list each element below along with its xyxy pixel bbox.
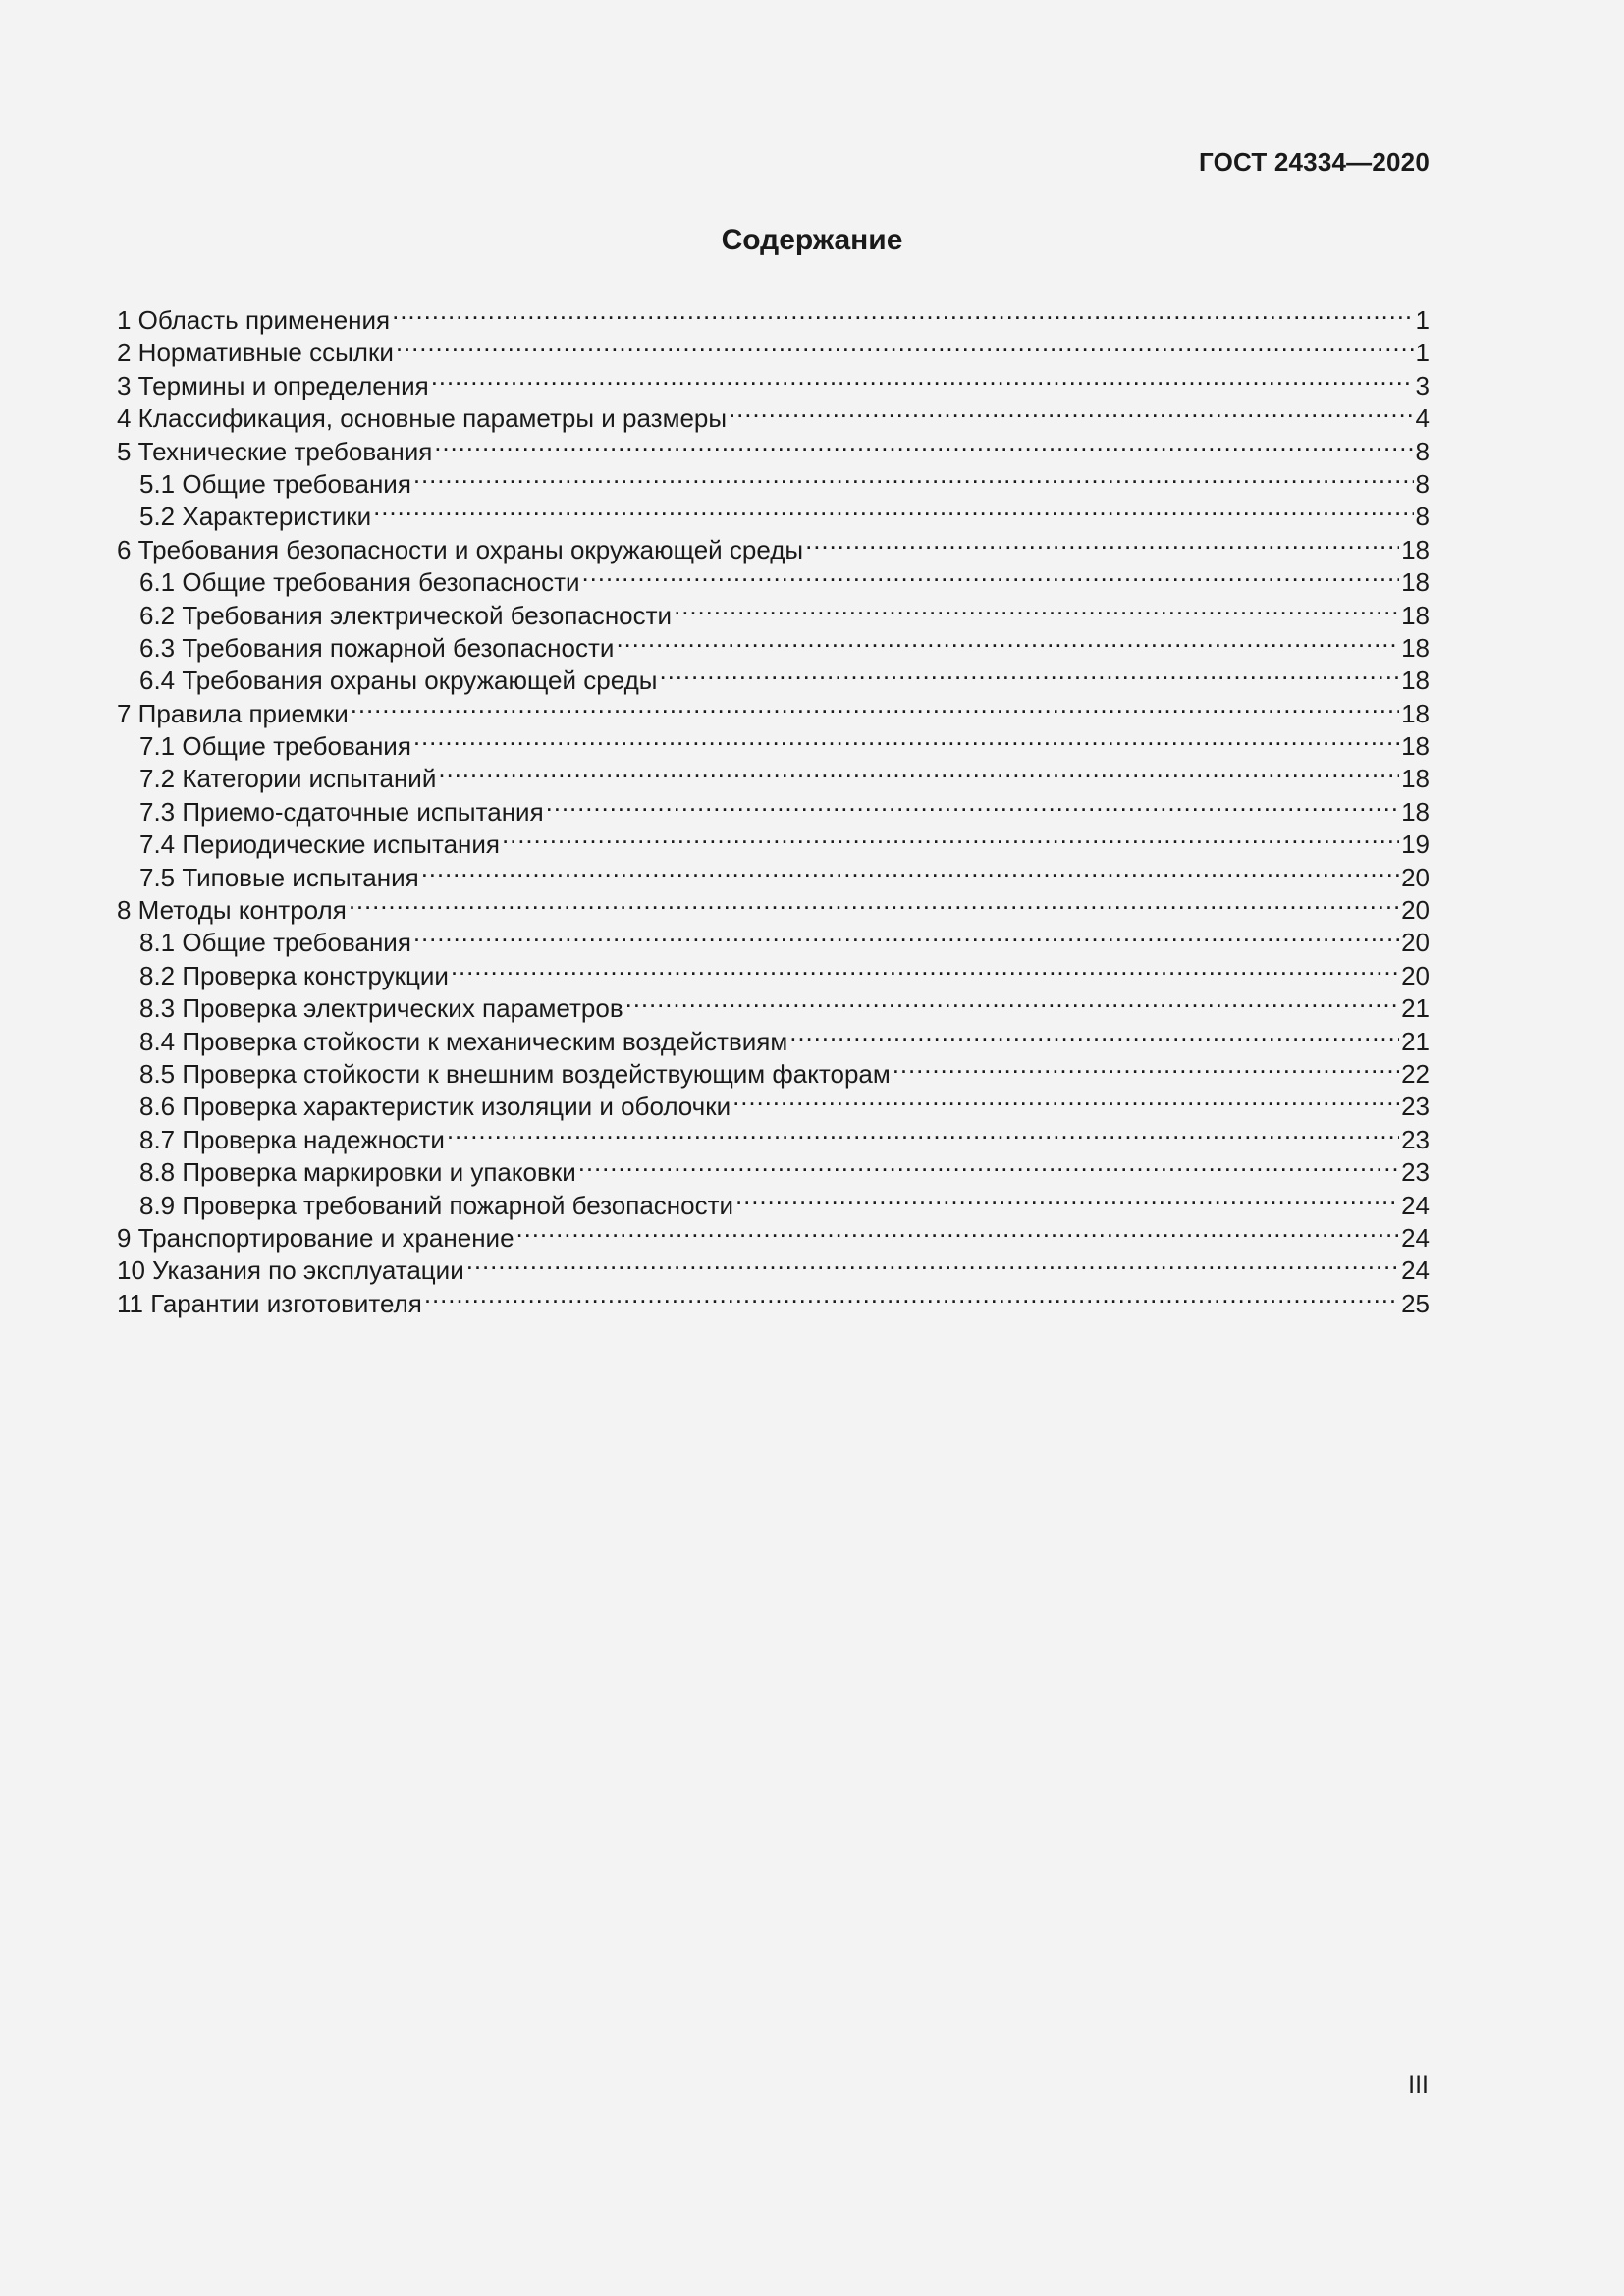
toc-entry-page: 20 xyxy=(1401,928,1430,958)
toc-entry-page: 8 xyxy=(1415,468,1430,499)
toc-entry-page: 1 xyxy=(1415,305,1430,335)
toc-dot-leader xyxy=(392,296,1413,329)
toc-dot-leader xyxy=(516,1214,1400,1247)
toc-dot-leader xyxy=(349,886,1399,919)
toc-entry-page: 21 xyxy=(1401,993,1430,1024)
toc-entry-label: 7.5 Типовые испытания xyxy=(139,862,419,892)
toc-entry-label: 8.4 Проверка стойкости к механическим воздействиям xyxy=(139,1026,788,1056)
toc-entry-label: 1 Область применения xyxy=(117,305,391,335)
toc-entry-label: 8 Методы контроля xyxy=(117,895,347,926)
toc-dot-leader xyxy=(578,1148,1399,1181)
toc-dot-leader xyxy=(805,526,1399,559)
toc-entry-page: 18 xyxy=(1401,600,1430,630)
toc-entry-page: 18 xyxy=(1401,764,1430,794)
toc-entry-page: 23 xyxy=(1401,1157,1430,1188)
toc-dot-leader xyxy=(396,329,1414,361)
toc-dot-leader xyxy=(789,1018,1399,1050)
toc-entry-page: 20 xyxy=(1401,895,1430,926)
document-code: ГОСТ 24334—2020 xyxy=(1199,147,1430,177)
toc-entry-page: 18 xyxy=(1401,534,1430,564)
toc-entry-page: 3 xyxy=(1415,370,1430,400)
toc-dot-leader xyxy=(502,821,1399,853)
toc-entry-label: 7 Правила приемки xyxy=(117,698,349,728)
toc-dot-leader xyxy=(732,1083,1399,1115)
toc-entry-page: 18 xyxy=(1401,796,1430,827)
toc-entry-label: 8.1 Общие требования xyxy=(139,928,411,958)
toc-dot-leader xyxy=(438,755,1399,787)
toc-entry-label: 8.9 Проверка требований пожарной безопасности xyxy=(139,1190,734,1220)
toc-entry-page: 19 xyxy=(1401,829,1430,860)
toc-entry-label: 2 Нормативные ссылки xyxy=(117,338,394,368)
toc-entry-label: 8.5 Проверка стойкости к внешним воздействующим факторам xyxy=(139,1058,891,1089)
toc-dot-leader xyxy=(413,460,1414,493)
toc-dot-leader xyxy=(424,1280,1399,1312)
toc-dot-leader xyxy=(582,559,1400,591)
toc-entry-page: 8 xyxy=(1415,436,1430,466)
toc-entry-label: 7.2 Категории испытаний xyxy=(139,764,437,794)
toc-dot-leader xyxy=(659,657,1399,689)
toc-entry-page: 24 xyxy=(1401,1255,1430,1286)
table-of-contents xyxy=(117,296,1430,1318)
toc-dot-leader xyxy=(735,1182,1399,1214)
toc-entry-page: 24 xyxy=(1401,1222,1430,1253)
toc-entry-label: 3 Термины и определения xyxy=(117,370,429,400)
toc-entry-page: 18 xyxy=(1401,632,1430,663)
toc-entry-label: 6.3 Требования пожарной безопасности xyxy=(139,632,615,663)
toc-entry-label: 5 Технические требования xyxy=(117,436,433,466)
toc-entry-page: 18 xyxy=(1401,698,1430,728)
toc-entry-page: 18 xyxy=(1401,567,1430,598)
toc-dot-leader xyxy=(434,428,1413,460)
toc-dot-leader xyxy=(625,985,1399,1017)
toc-entry-label: 5.1 Общие требования xyxy=(139,468,411,499)
toc-entry-label: 8.7 Проверка надежности xyxy=(139,1124,445,1154)
toc-dot-leader xyxy=(351,690,1399,722)
toc-title: Содержание xyxy=(721,224,903,256)
toc-entry-label: 6.2 Требования электрической безопасности xyxy=(139,600,673,630)
toc-dot-leader xyxy=(413,919,1399,951)
toc-entry-label: 5.2 Характеристики xyxy=(139,502,372,532)
toc-dot-leader xyxy=(466,1247,1399,1279)
toc-entry-page: 21 xyxy=(1401,1026,1430,1056)
toc-dot-leader xyxy=(546,788,1399,821)
toc-entry-page: 22 xyxy=(1401,1058,1430,1089)
toc-entry-label: 10 Указания по эксплуатации xyxy=(117,1255,464,1286)
toc-dot-leader xyxy=(421,854,1399,886)
toc-dot-leader xyxy=(616,624,1399,657)
toc-entry-label: 8.3 Проверка электрических параметров xyxy=(139,993,623,1024)
toc-dot-leader xyxy=(729,395,1413,427)
toc-entry-page: 24 xyxy=(1401,1190,1430,1220)
toc-entry-label: 7.4 Периодические испытания xyxy=(139,829,500,860)
toc-entry-label: 6.1 Общие требования безопасности xyxy=(139,567,580,598)
toc-entry-label: 11 Гарантии изготовителя xyxy=(117,1288,422,1318)
toc-entry-label: 6.4 Требования охраны окружающей среды xyxy=(139,666,658,696)
toc-entry-page: 20 xyxy=(1401,862,1430,892)
toc-entry-page: 23 xyxy=(1401,1124,1430,1154)
toc-entry[interactable] xyxy=(117,296,1430,335)
toc-dot-leader xyxy=(373,493,1413,525)
toc-entry-label: 8.6 Проверка характеристик изоляции и оболочки xyxy=(139,1092,731,1122)
toc-entry-label: 8.8 Проверка маркировки и упаковки xyxy=(139,1157,576,1188)
toc-entry-label: 4 Классификация, основные параметры и размеры xyxy=(117,403,728,434)
toc-entry-page: 1 xyxy=(1415,338,1430,368)
page-number: III xyxy=(1408,2071,1429,2099)
toc-dot-leader xyxy=(674,592,1399,624)
toc-entry-page: 8 xyxy=(1415,502,1430,532)
toc-entry-page: 25 xyxy=(1401,1288,1430,1318)
toc-entry-label: 8.2 Проверка конструкции xyxy=(139,960,449,990)
toc-entry-label: 7.1 Общие требования xyxy=(139,731,411,762)
toc-dot-leader xyxy=(431,362,1414,395)
toc-entry-page: 23 xyxy=(1401,1092,1430,1122)
toc-entry-label: 9 Транспортирование и хранение xyxy=(117,1222,514,1253)
toc-dot-leader xyxy=(451,952,1399,985)
toc-entry-page: 18 xyxy=(1401,731,1430,762)
toc-dot-leader xyxy=(893,1050,1399,1083)
toc-entry-label: 7.3 Приемо-сдаточные испытания xyxy=(139,796,544,827)
toc-entry-page: 4 xyxy=(1415,403,1430,434)
toc-entry-page: 18 xyxy=(1401,666,1430,696)
toc-entry-page: 20 xyxy=(1401,960,1430,990)
toc-dot-leader xyxy=(447,1116,1399,1148)
toc-entry-label: 6 Требования безопасности и охраны окружающей среды xyxy=(117,534,804,564)
toc-dot-leader xyxy=(413,722,1399,755)
